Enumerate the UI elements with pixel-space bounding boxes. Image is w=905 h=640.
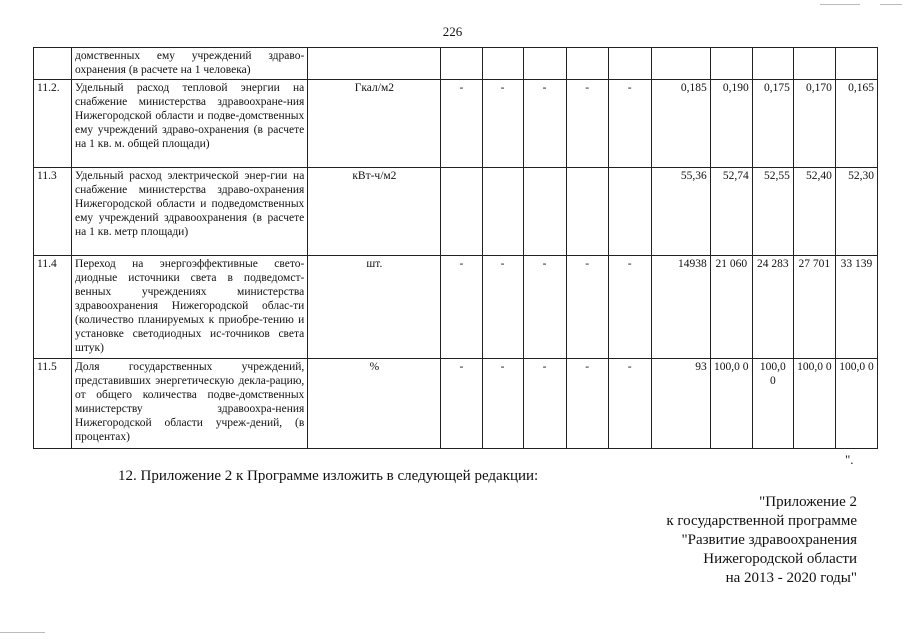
row-value: - (608, 256, 651, 359)
row-unit: кВт-ч/м2 (308, 168, 441, 256)
row-value (566, 168, 608, 256)
row-value: - (608, 80, 651, 168)
row-value (608, 168, 651, 256)
row-value (793, 48, 835, 80)
row-value (608, 48, 651, 80)
row-unit (308, 48, 441, 80)
row-description: Удельный расход тепловой энергии на снабжение министерства здравоохране-ния Нижегородской области и подве-домственных ему учреждений здраво-охранения (в расчете на 1 кв. м. общей площади) (72, 80, 308, 168)
row-value: 21 060 (710, 256, 752, 359)
row-unit: шт. (308, 256, 441, 359)
row-value: - (566, 80, 608, 168)
table-row (34, 80, 878, 168)
row-number: 11.2. (34, 80, 72, 168)
appendix-heading (666, 493, 857, 588)
row-value: 33 139 (835, 256, 877, 359)
row-value: 0,190 (710, 80, 752, 168)
row-value: - (608, 359, 651, 449)
appendix-line: на 2013 - 2020 годы" (725, 570, 857, 586)
row-value: 52,40 (793, 168, 835, 256)
row-value (835, 48, 877, 80)
row-value: - (441, 359, 482, 449)
row-value (651, 48, 710, 80)
row-value (441, 48, 482, 80)
row-value: 100,0 0 (793, 359, 835, 449)
row-value: - (566, 359, 608, 449)
row-value: 52,74 (710, 168, 752, 256)
row-value (441, 168, 482, 256)
page-number: 226 (442, 24, 463, 39)
row-value: 100,0 0 (752, 359, 793, 449)
row-unit: % (308, 359, 441, 449)
row-value: 100,0 0 (710, 359, 752, 449)
appendix-line: Нижегородской области (703, 551, 857, 567)
appendix-line: "Приложение 2 (759, 494, 857, 510)
table-row (34, 256, 878, 359)
appendix-line: к государственной программе (666, 513, 857, 529)
row-number: 11.5 (34, 359, 72, 449)
row-value (710, 48, 752, 80)
row-unit: Гкал/м2 (308, 80, 441, 168)
row-value: 55,36 (651, 168, 710, 256)
row-value: 24 283 (752, 256, 793, 359)
row-value: - (482, 256, 523, 359)
scan-artifact-top-right (820, 4, 860, 5)
appendix-line: "Развитие здравоохранения (681, 532, 857, 548)
row-value (523, 48, 566, 80)
indicators-table (33, 47, 878, 449)
row-description: Удельный расход электрической энер-гии на снабжение министерства здраво-охранения Нижегородской области и подведомственных ему учреждений здравоохранения (в расчете на 1 кв. метр площади) (72, 168, 308, 256)
row-value: 0,185 (651, 80, 710, 168)
table-row (34, 48, 878, 80)
row-value: - (441, 80, 482, 168)
row-value: 0,175 (752, 80, 793, 168)
row-description: домственных ему учреждений здраво-охранения (в расчете на 1 человека) (72, 48, 308, 80)
row-value (752, 48, 793, 80)
table-row (34, 168, 878, 256)
row-description: Доля государственных учреждений, представивших энергетическую декла-рацию, от общего количества подве-домственных министерству здравоохра-нения Нижегородской области учреж-дений, (в процентах) (72, 359, 308, 449)
row-value (482, 48, 523, 80)
row-value: 14938 (651, 256, 710, 359)
row-value: 0,170 (793, 80, 835, 168)
scan-artifact-top-right-2 (880, 4, 902, 5)
row-number: 11.3 (34, 168, 72, 256)
row-value (523, 168, 566, 256)
row-value: 27 701 (793, 256, 835, 359)
closing-quote: ". (845, 452, 854, 467)
row-value: - (482, 359, 523, 449)
row-number: 11.4 (34, 256, 72, 359)
row-description: Переход на энергоэффективные свето-диодные источники света в подведомст-венных учреждениях министерства здравоохранения Нижегородской облас-ти (количество планируемых к приобре-тению и установке светодиодных ис-точников света штук) (72, 256, 308, 359)
row-value (482, 168, 523, 256)
row-value: - (566, 256, 608, 359)
row-value: 0,165 (835, 80, 877, 168)
table-row (34, 359, 878, 449)
row-value: - (523, 256, 566, 359)
row-value (566, 48, 608, 80)
row-value: - (523, 80, 566, 168)
row-value: 52,30 (835, 168, 877, 256)
amendment-paragraph: 12. Приложение 2 к Программе изложить в следующей редакции: (118, 468, 539, 484)
row-number (34, 48, 72, 80)
row-value: - (441, 256, 482, 359)
row-value: 93 (651, 359, 710, 449)
row-value: - (482, 80, 523, 168)
scan-artifact-bottom-left (0, 632, 45, 633)
row-value: 52,55 (752, 168, 793, 256)
row-value: 100,0 0 (835, 359, 877, 449)
row-value: - (523, 359, 566, 449)
